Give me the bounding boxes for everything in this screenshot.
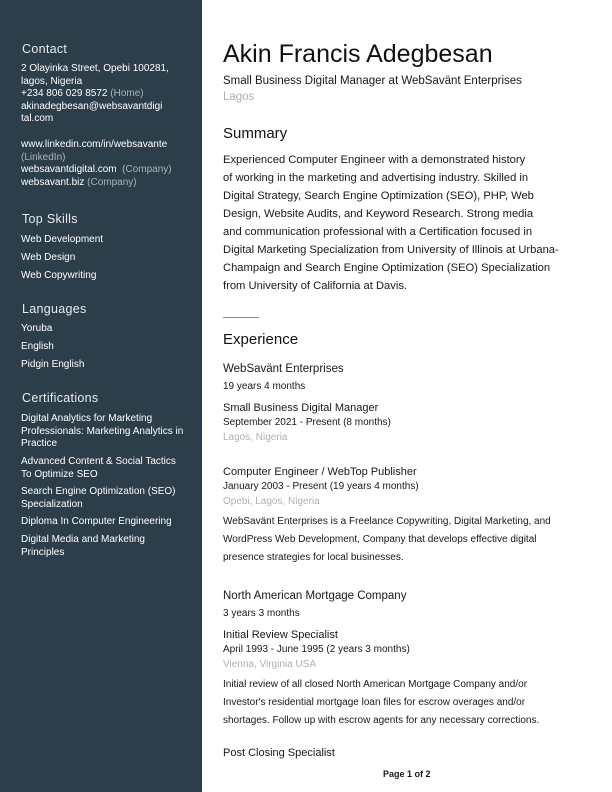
job-location: Vienna, Virginia USA [223, 659, 317, 670]
summary-line: Champaign and Search Engine Optimization (SEO) Specialization [223, 262, 551, 274]
address-line: 2 Olayinka Street, Opebi 100281, [21, 63, 169, 74]
job-location: Opebi, Lagos, Nigeria [223, 496, 320, 507]
job-dates: April 1993 - June 1995 (2 years 3 months) [223, 644, 410, 655]
skill: Web Copywriting [21, 270, 97, 281]
job-title: Post Closing Specialist [223, 747, 335, 759]
desc-line: WordPress Web Development, Company that develops effective digital [223, 534, 537, 545]
desc-line: shortages. Follow up with escrow agents for any necessary corrections. [223, 715, 540, 726]
company-duration: 3 years 3 months [223, 608, 300, 619]
job-description [223, 676, 539, 730]
link-type: (Company) [87, 176, 137, 188]
phone-type: (Home) [110, 88, 144, 99]
sidebar [0, 0, 202, 792]
desc-line: Initial review of all closed North American Mortgage Company and/or [223, 679, 528, 690]
certification [21, 486, 176, 511]
desc-line: WebSavänt Enterprises is a Freelance Copywriting, Digital Marketing, and [223, 516, 551, 527]
company-link[interactable]: websavant.biz [21, 176, 85, 188]
summary-heading: Summary [223, 125, 288, 142]
headline: Small Business Digital Manager at WebSavänt Enterprises [223, 75, 522, 87]
language: English [21, 341, 54, 352]
summary-line: of working in the marketing and advertising industry. Skilled in [223, 172, 529, 184]
certifications-heading: Certifications [22, 391, 99, 405]
job-title: Small Business Digital Manager [223, 402, 379, 414]
summary-line: Digital Marketing Specialization from University of Illinois at Urbana- [223, 244, 559, 256]
job-title: Initial Review Specialist [223, 629, 338, 641]
contact-info [21, 63, 201, 126]
address-line: lagos, Nigeria [21, 75, 83, 87]
company-name: North American Mortgage Company [223, 590, 407, 602]
summary-line: Digital Strategy, Search Engine Optimization (SEO), PHP, Web [223, 190, 534, 202]
cert-line: Digital Media and Marketing [21, 534, 145, 545]
job-dates: January 2003 - Present (19 years 4 months) [223, 481, 419, 492]
summary-line: Design, Website Audits, and Keyword Research. Strong media [223, 208, 534, 220]
desc-line: presence strategies for local businesses. [223, 552, 404, 563]
certification [21, 534, 145, 559]
certification [21, 456, 176, 481]
certification [21, 516, 172, 529]
link-type: (Company) [122, 164, 172, 175]
skill: Web Design [21, 252, 76, 263]
language: Yoruba [21, 323, 53, 334]
cert-line: Principles [21, 546, 65, 558]
cert-line: To Optimize SEO [21, 468, 98, 480]
full-name: Akin Francis Adegbesan [223, 40, 493, 68]
email-link[interactable]: tal.com [21, 113, 54, 124]
job-location: Lagos, Nigeria [223, 432, 288, 443]
skills-heading: Top Skills [22, 212, 78, 226]
email-link[interactable]: akinadegbesan@websavantdigi [21, 100, 163, 112]
experience-heading: Experience [223, 331, 299, 348]
skill: Web Development [21, 234, 104, 245]
company-name: WebSavänt Enterprises [223, 363, 344, 375]
summary-line: and communication professional with a Certification focused in [223, 226, 533, 238]
company-duration: 19 years 4 months [223, 381, 306, 392]
linkedin-type: (LinkedIn) [21, 151, 66, 163]
summary-line: from University of California at Davis. [223, 280, 408, 292]
cert-line: Digital Analytics for Marketing [21, 413, 153, 424]
summary-line: Experienced Computer Engineer with a demonstrated history [223, 154, 526, 166]
location: Lagos [223, 91, 255, 103]
cert-line: Search Engine Optimization (SEO) [21, 486, 176, 497]
language: Pidgin English [21, 359, 85, 370]
cert-line: Specialization [21, 498, 83, 510]
linkedin-link[interactable]: www.linkedin.com/in/websavante [21, 139, 168, 150]
job-title: Computer Engineer / WebTop Publisher [223, 466, 417, 478]
languages-heading: Languages [22, 302, 87, 316]
links [21, 139, 201, 189]
cert-line: Diploma In Computer Engineering [21, 516, 172, 527]
cert-line: Professionals: Marketing Analytics in [21, 425, 184, 437]
summary-text [223, 151, 559, 295]
job-description [223, 513, 551, 567]
company-link[interactable]: websavantdigital.com [21, 164, 117, 175]
page-number: Page 1 of 2 [383, 769, 431, 779]
phone: +234 806 029 8572 [21, 88, 108, 99]
cert-line: Advanced Content & Social Tactics [21, 456, 176, 467]
job-dates: September 2021 - Present (8 months) [223, 417, 391, 428]
divider [223, 317, 259, 318]
desc-line: Investor's residential mortgage loan files for escrow overages and/or [223, 697, 526, 708]
contact-heading: Contact [22, 42, 68, 56]
cert-line: Practice [21, 438, 58, 449]
certification [21, 413, 183, 451]
